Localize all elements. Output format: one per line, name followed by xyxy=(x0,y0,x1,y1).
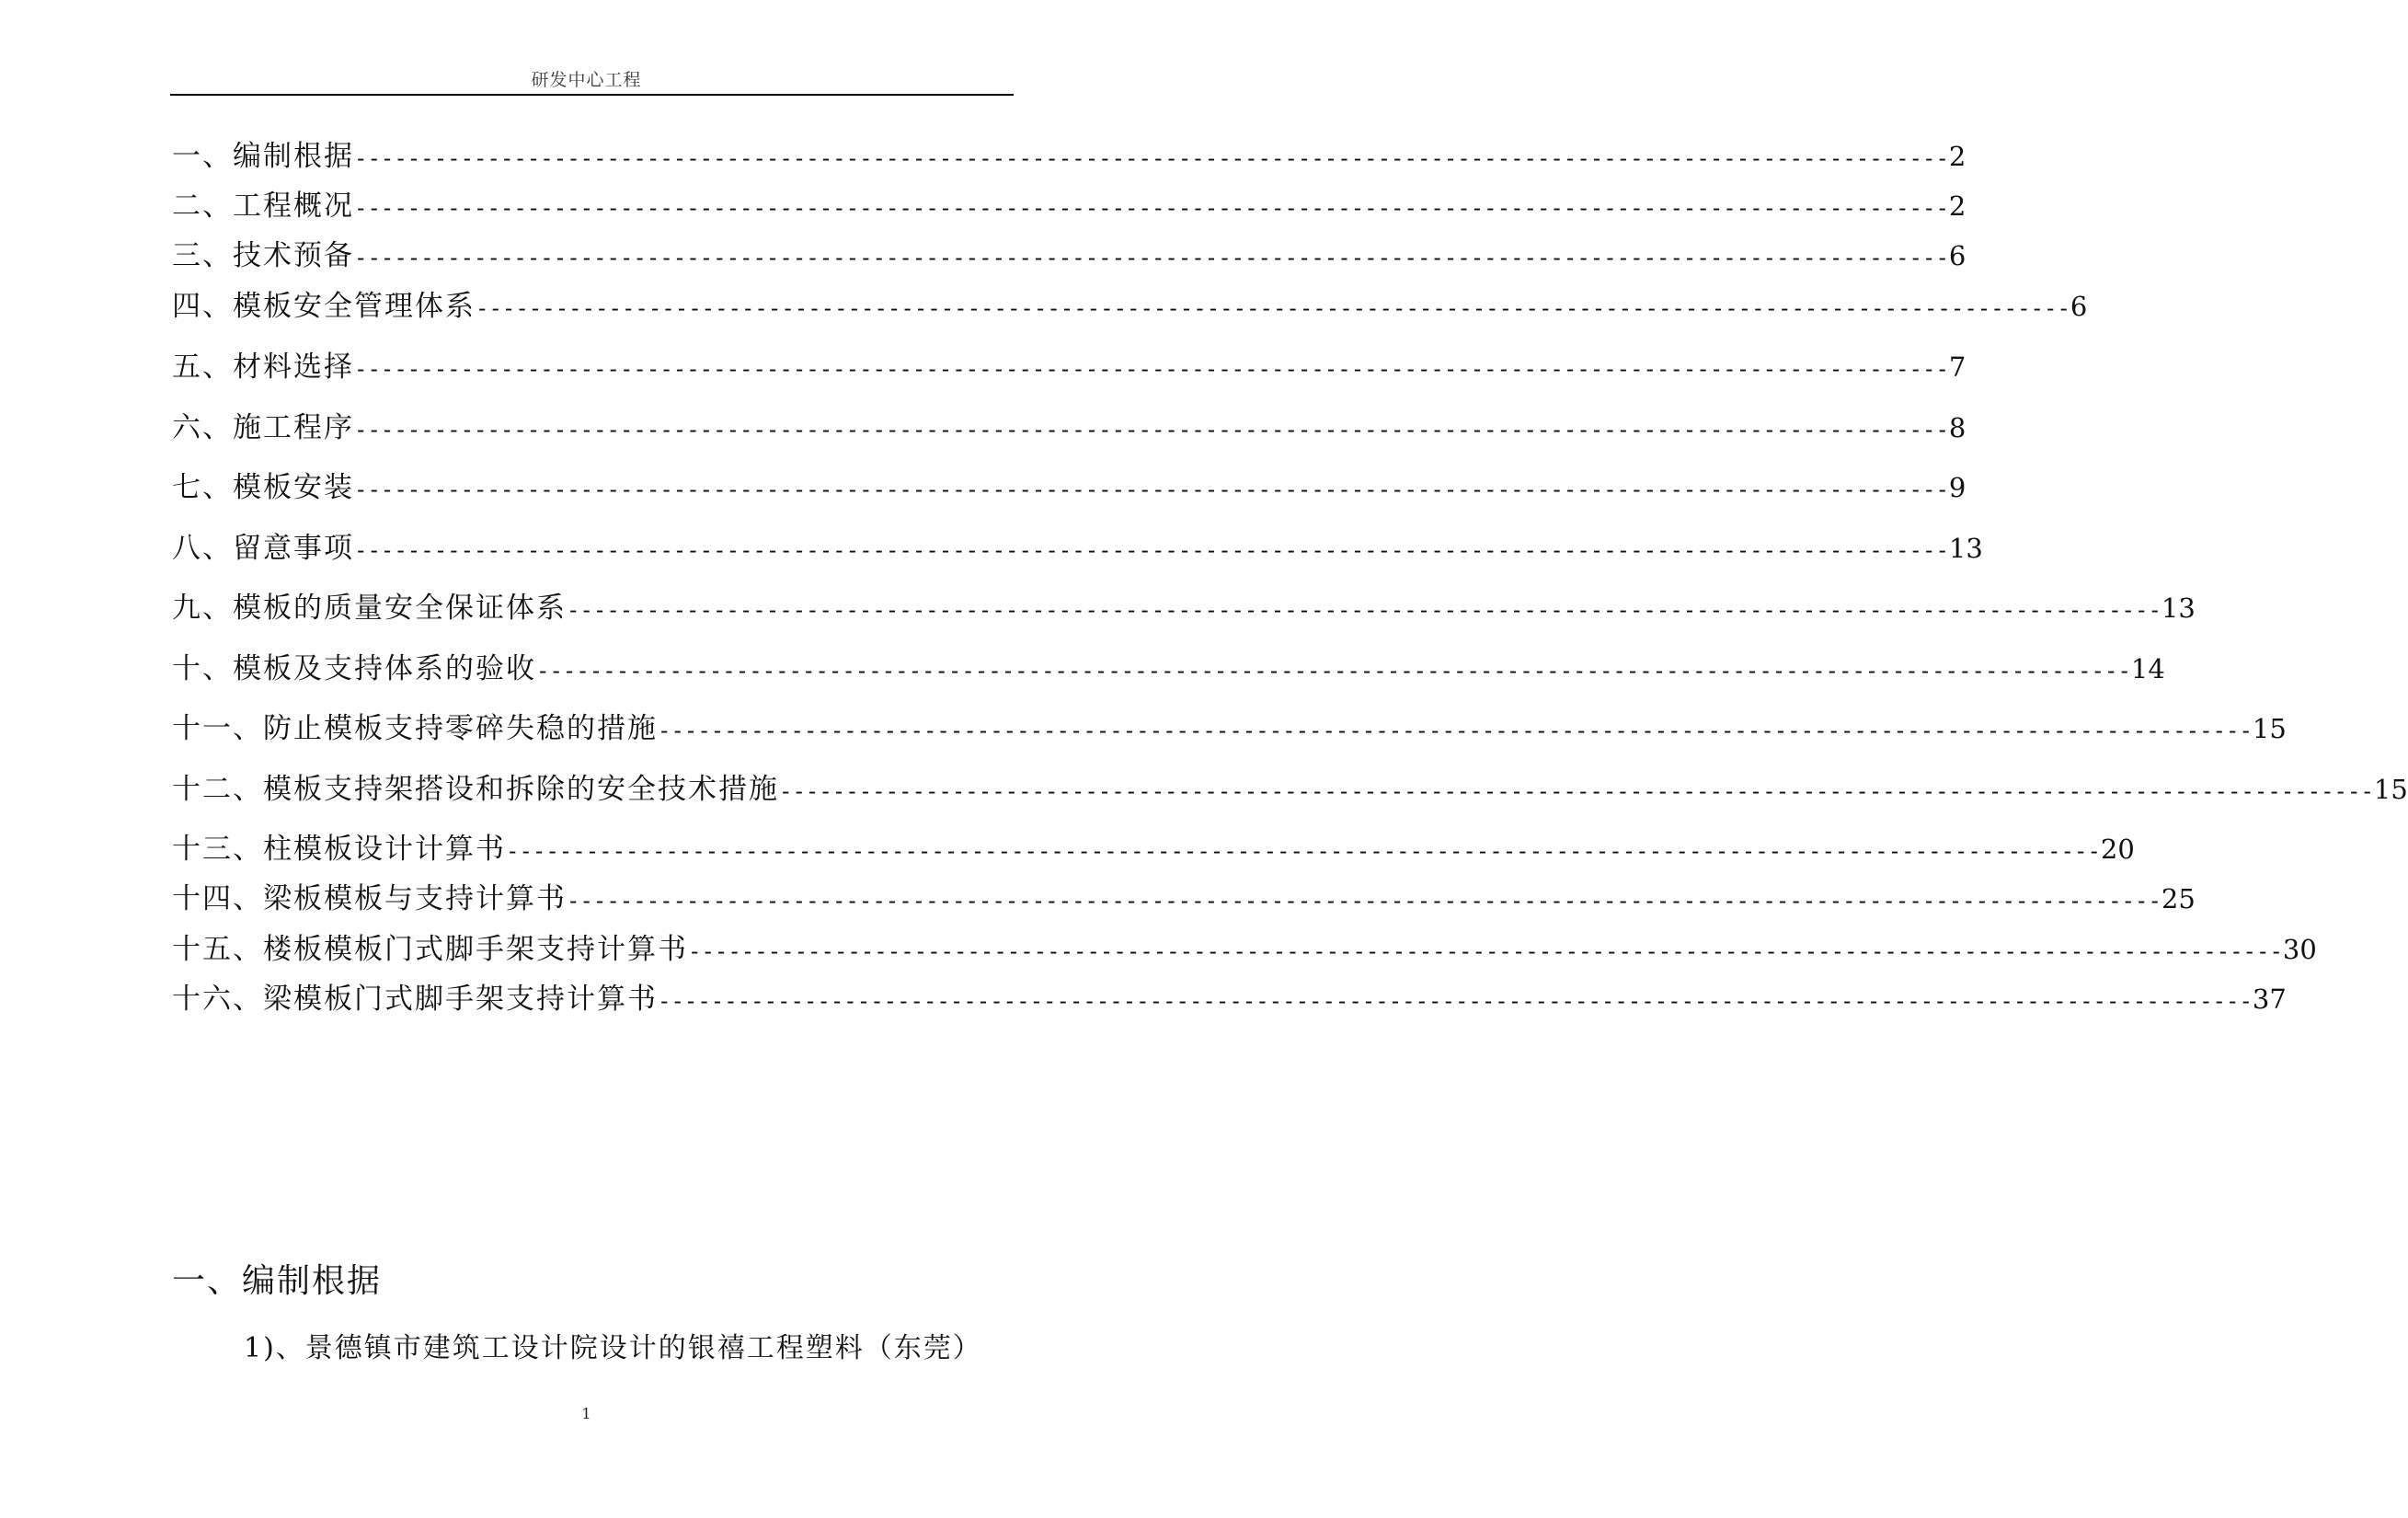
toc-item-title: 九、模板的质量安全保证体系 xyxy=(172,592,567,625)
toc-item-title: 十二、模板支持架搭设和拆除的安全技术措施 xyxy=(172,773,779,806)
toc-item-leader: ------------------------------------------------------------------------------------------------------------------------ xyxy=(354,195,1949,221)
toc-item xyxy=(172,880,2196,917)
toc-item xyxy=(172,138,1967,175)
toc-item xyxy=(172,530,1983,567)
toc-item xyxy=(172,288,2088,325)
toc-item xyxy=(172,237,1967,274)
toc-item xyxy=(172,771,2408,808)
toc-item-page: 9 xyxy=(1948,472,1967,503)
toc-item-leader: ------------------------------------------------------------------------------------------------------------------------ xyxy=(688,938,2283,964)
toc-item-title: 四、模板安全管理体系 xyxy=(172,290,476,323)
toc-item-leader: ------------------------------------------------------------------------------------------------------------------------ xyxy=(476,295,2070,321)
toc-item-page: 20 xyxy=(2100,834,2135,865)
toc-item-title: 一、编制根据 xyxy=(172,140,354,173)
section-heading: 一、编制根据 xyxy=(172,1262,383,1300)
toc-item-title: 五、材料选择 xyxy=(172,351,354,384)
body-paragraph: 1)、景德镇市建筑工设计院设计的银禧工程塑料（东莞） xyxy=(244,1332,982,1364)
toc-item-page: 13 xyxy=(1948,533,1983,564)
toc-item-page: 25 xyxy=(2161,883,2196,914)
toc-item xyxy=(172,981,2287,1018)
toc-item-leader: ------------------------------------------------------------------------------------------------------------------------ xyxy=(658,718,2253,743)
toc-item-leader: ------------------------------------------------------------------------------------------------------------------------ xyxy=(536,658,2131,684)
toc-item-page: 37 xyxy=(2252,983,2287,1015)
toc-item-title: 十四、梁板模板与支持计算书 xyxy=(172,882,567,915)
toc-item-page: 6 xyxy=(2070,291,2088,322)
toc-item-leader: ------------------------------------------------------------------------------------------------------------------------ xyxy=(567,888,2161,914)
toc-item-title: 三、技术预备 xyxy=(172,239,354,272)
header-divider xyxy=(170,94,1014,96)
toc-item-leader: ------------------------------------------------------------------------------------------------------------------------ xyxy=(658,988,2253,1014)
toc-item xyxy=(172,188,1967,224)
toc-item-leader: ------------------------------------------------------------------------------------------------------------------------ xyxy=(779,778,2374,804)
toc-item-page: 30 xyxy=(2282,934,2317,965)
page-number: 1 xyxy=(581,1405,591,1422)
toc-item xyxy=(172,349,1967,385)
toc-item xyxy=(172,590,2196,627)
toc-item-page: 2 xyxy=(1948,190,1967,222)
toc-item-page: 2 xyxy=(1948,141,1967,172)
toc-item-title: 十五、楼板模板门式脚手架支持计算书 xyxy=(172,933,688,966)
page-header-title: 研发中心工程 xyxy=(531,70,642,90)
toc-item-page: 6 xyxy=(1948,240,1967,271)
toc-item-title: 六、施工程序 xyxy=(172,411,354,444)
toc-item-title: 十、模板及支持体系的验收 xyxy=(172,652,536,685)
toc-item xyxy=(172,409,1967,446)
toc-item xyxy=(172,931,2317,968)
toc-item-title: 二、工程概况 xyxy=(172,190,354,223)
toc-item xyxy=(172,831,2135,868)
toc-item-page: 15 xyxy=(2373,774,2408,805)
toc-item xyxy=(172,650,2165,687)
toc-item-leader: ------------------------------------------------------------------------------------------------------------------------ xyxy=(506,838,2101,864)
toc-item-page: 7 xyxy=(1948,351,1967,383)
toc-item-page: 13 xyxy=(2161,592,2196,624)
toc-item-title: 八、留意事项 xyxy=(172,532,354,565)
toc-item-page: 8 xyxy=(1948,412,1967,443)
toc-item-page: 15 xyxy=(2252,713,2287,744)
toc-item-leader: ------------------------------------------------------------------------------------------------------------------------ xyxy=(354,145,1949,171)
toc-item-title: 十六、梁模板门式脚手架支持计算书 xyxy=(172,983,658,1016)
toc-item xyxy=(172,469,1967,506)
toc-item-leader: ------------------------------------------------------------------------------------------------------------------------ xyxy=(354,356,1949,382)
toc-item-title: 十三、柱模板设计计算书 xyxy=(172,833,506,866)
toc-item-leader: ------------------------------------------------------------------------------------------------------------------------ xyxy=(354,477,1949,502)
toc-item-title: 十一、防止模板支持零碎失稳的措施 xyxy=(172,712,658,745)
toc-item-leader: ------------------------------------------------------------------------------------------------------------------------ xyxy=(354,417,1949,443)
toc-item-leader: ------------------------------------------------------------------------------------------------------------------------ xyxy=(354,537,1949,563)
toc-item-title: 七、模板安装 xyxy=(172,471,354,504)
toc-item xyxy=(172,710,2287,747)
toc-item-leader: ------------------------------------------------------------------------------------------------------------------------ xyxy=(354,245,1949,270)
toc-item-page: 14 xyxy=(2130,653,2165,684)
toc-item-leader: ------------------------------------------------------------------------------------------------------------------------ xyxy=(567,597,2161,623)
